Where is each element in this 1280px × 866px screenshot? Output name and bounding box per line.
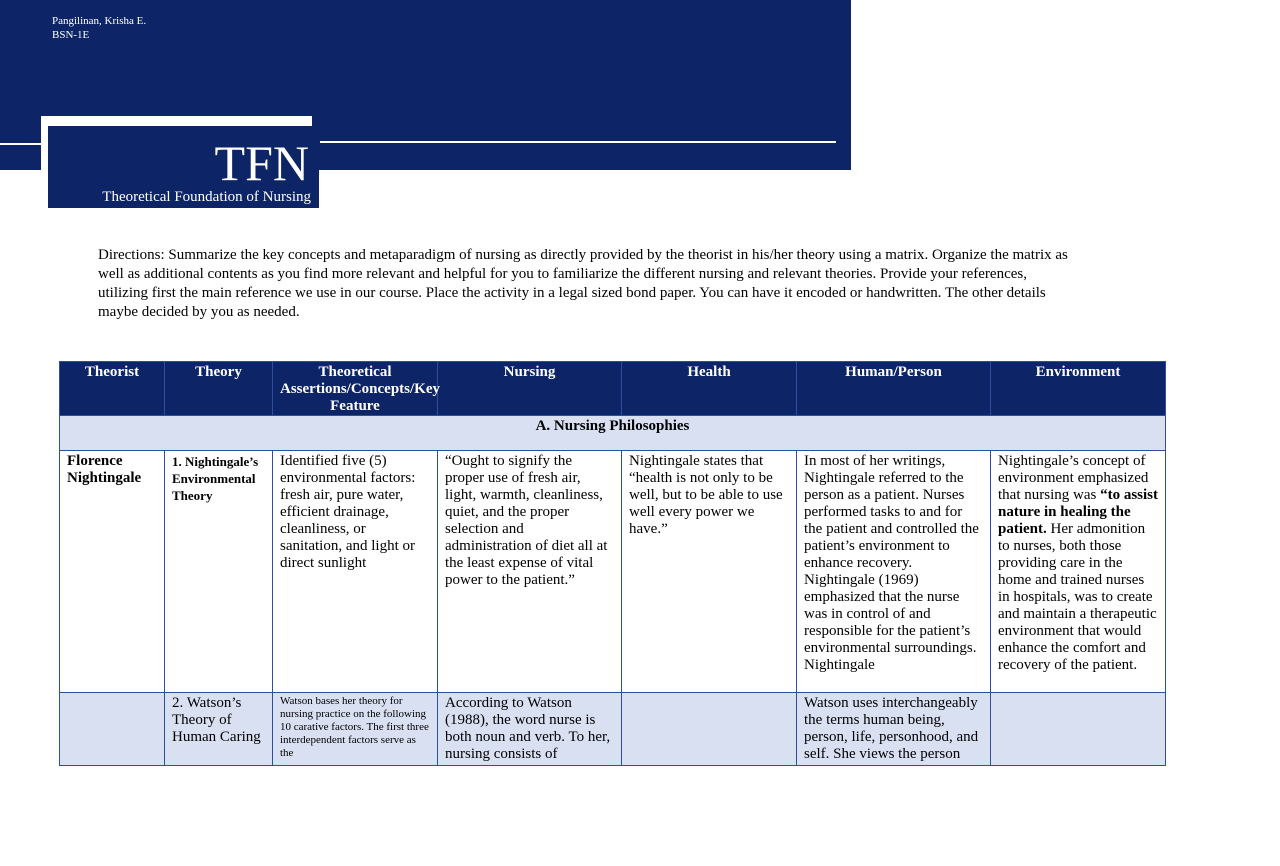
- table-header-row: [60, 362, 1166, 416]
- cell-environment: [991, 693, 1166, 766]
- header-theory: Theory: [165, 362, 273, 416]
- theory-matrix-table: [59, 361, 1166, 766]
- environment-text-pre: Nightingale’s concept of environment emphasized that nursing was: [998, 453, 1149, 503]
- author-section: BSN-1E: [52, 29, 90, 41]
- cell-theory: [165, 451, 273, 693]
- cell-nursing: “Ought to signify the proper use of fresh air, light, warmth, cleanliness, quiet, and the proper selection and administration of diet all at the least expense of vital power to the patient.”: [438, 451, 622, 693]
- header-person: Human/Person: [797, 362, 991, 416]
- environment-text-post: Her admonition to nurses, both those providing care in the home and trained nurses in hospitals, was to create and maintain a therapeutic environment that would enhance the comfort and recovery of the patient.: [998, 521, 1157, 673]
- divider-line-right: [320, 141, 836, 143]
- logo-subtitle: Theoretical Foundation of Nursing: [102, 189, 311, 205]
- theorist-name: Florence Nightingale: [67, 453, 142, 486]
- table-row: [60, 451, 1166, 693]
- environment-text-bold: “to assist nature in healing the patient.: [998, 487, 1158, 537]
- section-label: A. Nursing Philosophies: [60, 416, 1166, 451]
- directions-paragraph: Directions: Summarize the key concepts and metaparadigm of nursing as directly provided by the theorist in his/her theory using a matrix. Organize the matrix as well as additional contents as you find more relevant and helpful for you to familiarize the different nursing and relevant theories. Provide your references, utilizing first the main reference we use in our course. Place the activity in a legal sized bond paper. You can have it encoded or handwritten. The other details maybe decided by you as needed.: [98, 247, 1068, 320]
- cell-theorist: [60, 693, 165, 766]
- cell-nursing: According to Watson (1988), the word nurse is both noun and verb. To her, nursing consists of: [438, 693, 622, 766]
- cell-concepts: Identified five (5) environmental factors: fresh air, pure water, efficient drainage, cleanliness, or sanitation, and light or direct sunlight: [273, 451, 438, 693]
- author-name: Pangilinan, Krisha E.: [52, 15, 147, 27]
- header-theorist: Theorist: [60, 362, 165, 416]
- cell-theory: 2. Watson’s Theory of Human Caring: [165, 693, 273, 766]
- header-health: Health: [622, 362, 797, 416]
- cell-concepts: Watson bases her theory for nursing practice on the following 10 carative factors. The first three interdependent factors serve as the: [273, 693, 438, 766]
- cell-person: In most of her writings, Nightingale referred to the person as a patient. Nurses performed tasks to and for the patient and controlled the patient’s environment to enhance recovery. Nightingale (1969) emphasized that the nurse was in control of and responsible for the patient’s environmental surroundings. Nightingale: [797, 451, 991, 693]
- divider-line-left: [0, 143, 44, 145]
- cell-health: [622, 693, 797, 766]
- cell-environment: [991, 451, 1166, 693]
- header-environment: Environment: [991, 362, 1166, 416]
- theory-name: 1. Nightingale’s Environmental Theory: [172, 454, 259, 503]
- cell-person: Watson uses interchangeably the terms human being, person, life, personhood, and self. She views the person: [797, 693, 991, 766]
- cell-theorist: [60, 451, 165, 693]
- cell-health: Nightingale states that “health is not only to be well, but to be able to use well every power we have.”: [622, 451, 797, 693]
- header-nursing: Nursing: [438, 362, 622, 416]
- table-row: [60, 693, 1166, 766]
- course-logo: [48, 126, 319, 208]
- author-block: [52, 14, 146, 42]
- logo-title: TFN: [214, 135, 309, 191]
- section-row: [60, 416, 1166, 451]
- header-concepts: Theoretical Assertions/Concepts/Key Feature: [273, 362, 438, 416]
